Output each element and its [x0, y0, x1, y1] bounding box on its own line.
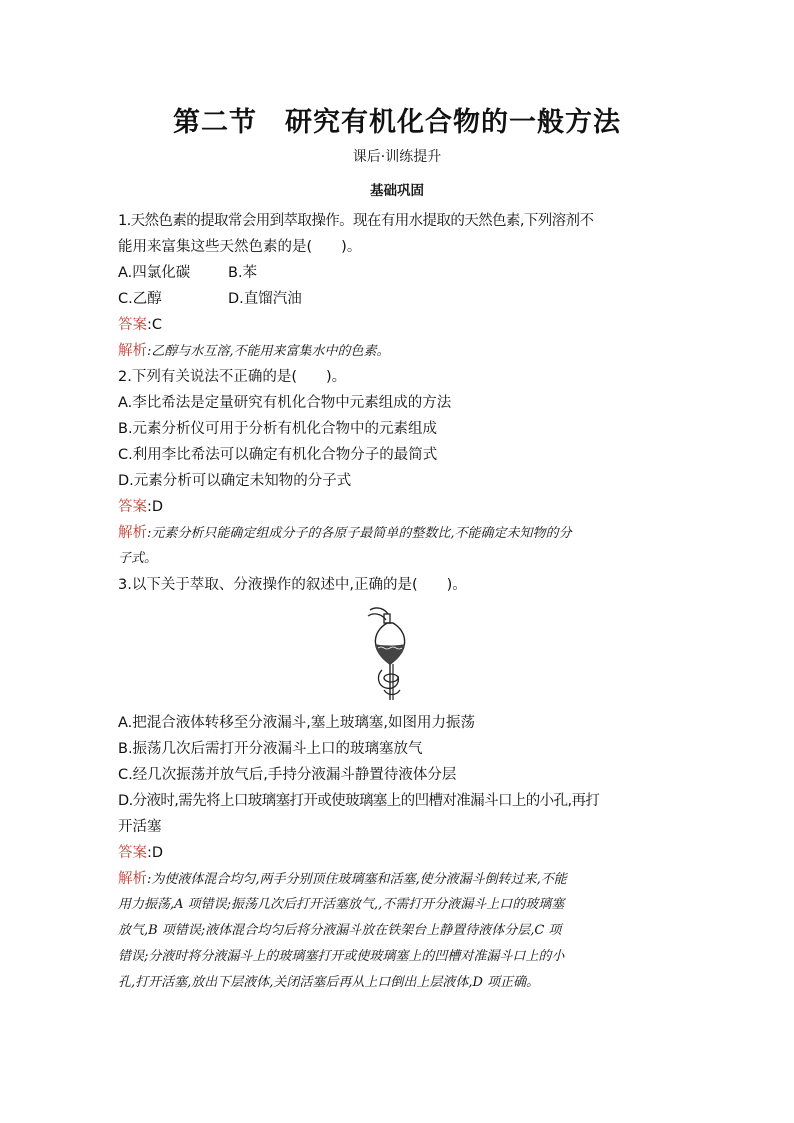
question-3-explanation-line-4: 错误;分液时将分液漏斗上的玻璃塞打开或使玻璃塞上的凹槽对准漏斗口上的小 — [118, 949, 565, 964]
question-2-option-c: C.利用李比希法可以确定有机化合物分子的最简式 — [118, 447, 438, 463]
section-heading: 基础巩固 — [370, 183, 424, 199]
question-1-answer-value: :C — [147, 317, 163, 333]
explanation-label: 解析 — [118, 871, 147, 887]
question-1-stem-line-2: 能用来富集这些天然色素的是( )。 — [118, 239, 362, 255]
explanation-label: 解析 — [118, 343, 147, 359]
question-3-option-b: B.振荡几次后需打开分液漏斗上口的玻璃塞放气 — [118, 741, 423, 757]
questions-body — [118, 208, 674, 996]
question-2-option-b: B.元素分析仪可用于分析有机化合物中的元素组成 — [118, 421, 438, 437]
question-2-explanation-text-1: :元素分析只能确定组成分子的各原子最简单的整数比,不能确定未知物的分 — [147, 526, 572, 541]
explanation-label: 解析 — [118, 525, 147, 541]
answer-label: 答案 — [118, 845, 147, 861]
question-3-explanation-line-5: 孔,打开活塞,放出下层液体,关闭活塞后再从上口倒出上层液体,D 项正确。 — [118, 975, 540, 990]
question-2-option-d: D.元素分析可以确定未知物的分子式 — [118, 473, 352, 489]
question-2-stem: 2.下列有关说法不正确的是( )。 — [118, 369, 347, 385]
question-1-options-row-1 — [118, 260, 674, 286]
question-3-answer — [118, 840, 674, 866]
question-3 — [118, 572, 674, 996]
question-3-explanation-line-1 — [118, 866, 674, 892]
question-3-option-a: A.把混合液体转移至分液漏斗,塞上玻璃塞,如图用力振荡 — [118, 715, 475, 731]
question-1-explanation-text: :乙醇与水互溶,不能用来富集水中的色素。 — [147, 344, 390, 359]
question-1-option-c: C.乙醇 — [118, 291, 162, 307]
answer-label: 答案 — [118, 317, 147, 333]
question-3-stem: 3.以下关于萃取、分液操作的叙述中,正确的是( )。 — [118, 577, 467, 593]
question-1-stem-line-1: 1.天然色素的提取常会用到萃取操作。现在有用水提取的天然色素,下列溶剂不 — [118, 213, 594, 229]
question-1-options-row-2 — [118, 286, 674, 312]
question-3-figure — [118, 604, 674, 708]
question-3-option-d-line-1: D.分液时,需先将上口玻璃塞打开或使玻璃塞上的凹槽对准漏斗口上的小孔,再打 — [118, 793, 600, 809]
separatory-funnel-shaking-icon — [364, 604, 420, 708]
question-3-option-d-line-2: 开活塞 — [118, 819, 162, 835]
question-2-answer — [118, 494, 674, 520]
question-1-explanation — [118, 338, 674, 364]
question-3-option-c: C.经几次振荡并放气后,手持分液漏斗静置待液体分层 — [118, 767, 457, 783]
question-2-answer-value: :D — [147, 499, 164, 515]
question-1-option-d: D.直馏汽油 — [228, 291, 302, 307]
question-3-explanation-line-2: 用力振荡,A 项错误;振荡几次后打开活塞放气,,不需打开分液漏斗上口的玻璃塞 — [118, 897, 565, 912]
answer-label: 答案 — [118, 499, 147, 515]
question-1-option-a: A.四氯化碳 — [118, 265, 191, 281]
question-1-answer — [118, 312, 674, 338]
question-2 — [118, 364, 674, 572]
question-1-option-b: B.苯 — [228, 265, 258, 281]
question-2-explanation-line-2: 子式。 — [118, 551, 158, 566]
question-2-explanation-line-1 — [118, 520, 674, 546]
page-title: 第二节 研究有机化合物的一般方法 — [173, 107, 621, 138]
question-3-explanation-text-1: :为使液体混合均匀,两手分别顶住玻璃塞和活塞,使分液漏斗倒转过来,不能 — [147, 872, 567, 887]
page-subtitle: 课后·训练提升 — [352, 149, 442, 165]
question-3-explanation-line-3: 放气,B 项错误;液体混合均匀后将分液漏斗放在铁架台上静置待液体分层,C 项 — [118, 923, 562, 938]
question-3-answer-value: :D — [147, 845, 164, 861]
question-1 — [118, 208, 674, 364]
question-2-option-a: A.李比希法是定量研究有机化合物中元素组成的方法 — [118, 395, 452, 411]
